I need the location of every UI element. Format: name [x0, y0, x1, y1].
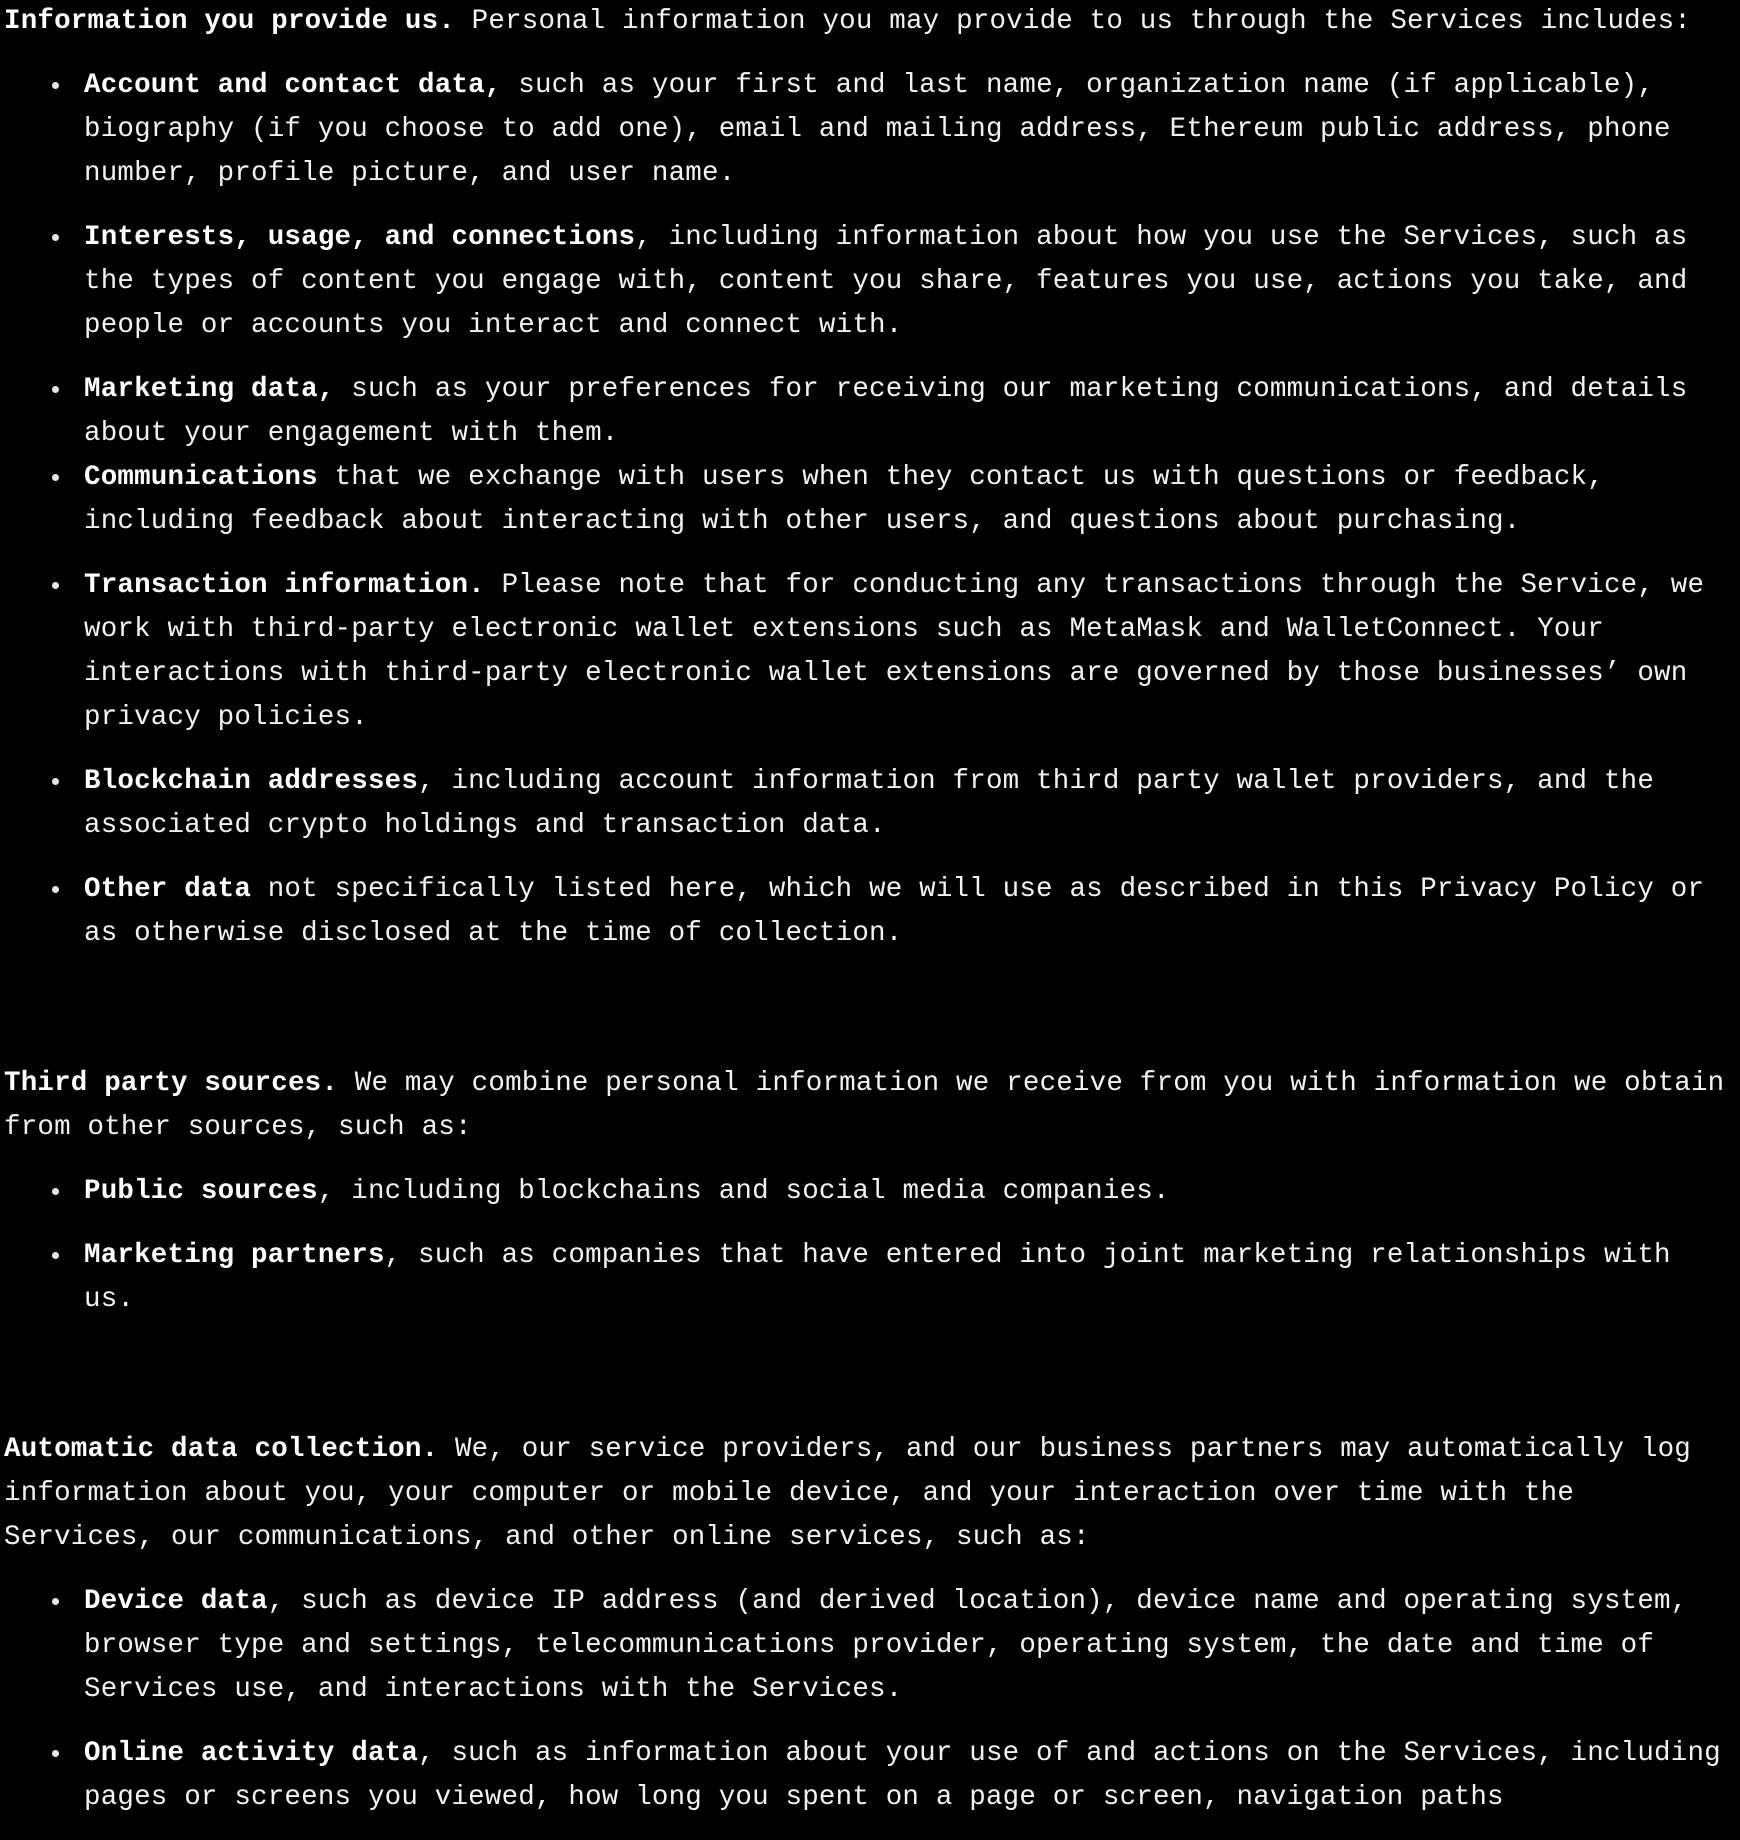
section-intro-text: We, our service providers, and our business partners may automatically log information about you, your computer or mobile device, and your interaction over time with the Services, our communications, and other online services, such as: [4, 1434, 1691, 1553]
section-spacer [4, 976, 1734, 1062]
list-item-text: , such as information about your use of and actions on the Services, including pages or screens you viewed, how long you spent on a page or screen, navigation paths [84, 1738, 1721, 1813]
list-item-term: Blockchain addresses [84, 766, 419, 797]
bullet-icon [52, 234, 59, 241]
section-intro-text: We may combine personal information we receive from you with information we obtain from other sources, such as: [4, 1068, 1725, 1143]
list-item-term: Communications [84, 462, 318, 493]
bullet-icon [52, 1188, 59, 1195]
list-item-term: Marketing partners [84, 1240, 385, 1271]
list-item-online-activity-data [4, 1732, 1734, 1820]
privacy-policy-document [4, 0, 1734, 1840]
list-item-blockchain-addresses [4, 760, 1734, 848]
list-item-public-sources [4, 1170, 1734, 1214]
list-item-text: such as your first and last name, organization name (if applicable), biography (if you choose to add one), email and mailing address, Ethereum public address, phone number, profile picture, and user name. [84, 70, 1671, 189]
section-information-you-provide [4, 0, 1734, 956]
list-item-text: , including blockchains and social media companies. [317, 1176, 1170, 1207]
list-item-text: Please note that for conducting any transactions through the Service, we work with third-party electronic wallet extensions such as MetaMask and WalletConnect. Your interactions with third-party electronic wallet extensions are governed by those businesses’ own privacy policies. [84, 570, 1705, 733]
section-automatic-data-collection [4, 1428, 1734, 1820]
list-item-account-contact-data [4, 64, 1734, 196]
section-intro-paragraph [4, 0, 1734, 44]
bullet-icon [52, 1750, 59, 1757]
bullet-icon [52, 1598, 59, 1605]
list-item-interests-usage [4, 216, 1734, 348]
list-item-text: , such as device IP address (and derived location), device name and operating system, browser type and settings, telecommunications provider, operating system, the date and time of Services use, and interactions with the Services. [84, 1586, 1688, 1705]
bullet-icon [52, 474, 59, 481]
list-item-term: Interests, usage, and connections [84, 222, 636, 253]
list-item-text: , including account information from third party wallet providers, and the associated crypto holdings and transaction data. [84, 766, 1655, 841]
list-item-term: Device data [84, 1586, 268, 1617]
bullet-icon [52, 386, 59, 393]
list-item-term: Other data [84, 874, 252, 905]
section-heading: Information you provide us. [4, 6, 455, 37]
list-item-text: not specifically listed here, which we will use as described in this Privacy Policy or as otherwise disclosed at the time of collection. [84, 874, 1705, 949]
section-list [4, 1580, 1734, 1820]
section-third-party-sources [4, 1062, 1734, 1322]
list-item-marketing-partners [4, 1234, 1734, 1322]
section-list [4, 64, 1734, 956]
bullet-icon [52, 582, 59, 589]
list-item-text: , such as companies that have entered into joint marketing relationships with us. [84, 1240, 1671, 1315]
section-list [4, 1170, 1734, 1322]
bullet-icon [52, 778, 59, 785]
bullet-icon [52, 1252, 59, 1259]
list-item-text: , including information about how you use the Services, such as the types of content you engage with, content you share, features you use, actions you take, and people or accounts you interact and connect with. [84, 222, 1688, 341]
list-item-text: such as your preferences for receiving our marketing communications, and details about your engagement with them. [84, 374, 1688, 449]
list-item-term: Online activity data [84, 1738, 419, 1769]
section-heading: Third party sources. [4, 1068, 339, 1099]
list-item-marketing-data [4, 368, 1734, 456]
section-intro-paragraph [4, 1428, 1734, 1560]
list-item-term: Marketing data, [84, 374, 335, 405]
section-heading: Automatic data collection. [4, 1434, 439, 1465]
bullet-icon [52, 82, 59, 89]
list-item-term: Transaction information. [84, 570, 485, 601]
list-item-other-data [4, 868, 1734, 956]
section-intro-text: Personal information you may provide to us through the Services includes: [454, 6, 1691, 37]
list-item-transaction-information [4, 564, 1734, 740]
list-item-term: Account and contact data, [84, 70, 502, 101]
list-item-term: Public sources [84, 1176, 318, 1207]
list-item-text: that we exchange with users when they contact us with questions or feedback, including feedback about interacting with other users, and questions about purchasing. [84, 462, 1604, 537]
list-item-communications [4, 456, 1734, 544]
list-item-device-data [4, 1580, 1734, 1712]
bullet-icon [52, 886, 59, 893]
section-spacer [4, 1342, 1734, 1428]
section-intro-paragraph [4, 1062, 1734, 1150]
